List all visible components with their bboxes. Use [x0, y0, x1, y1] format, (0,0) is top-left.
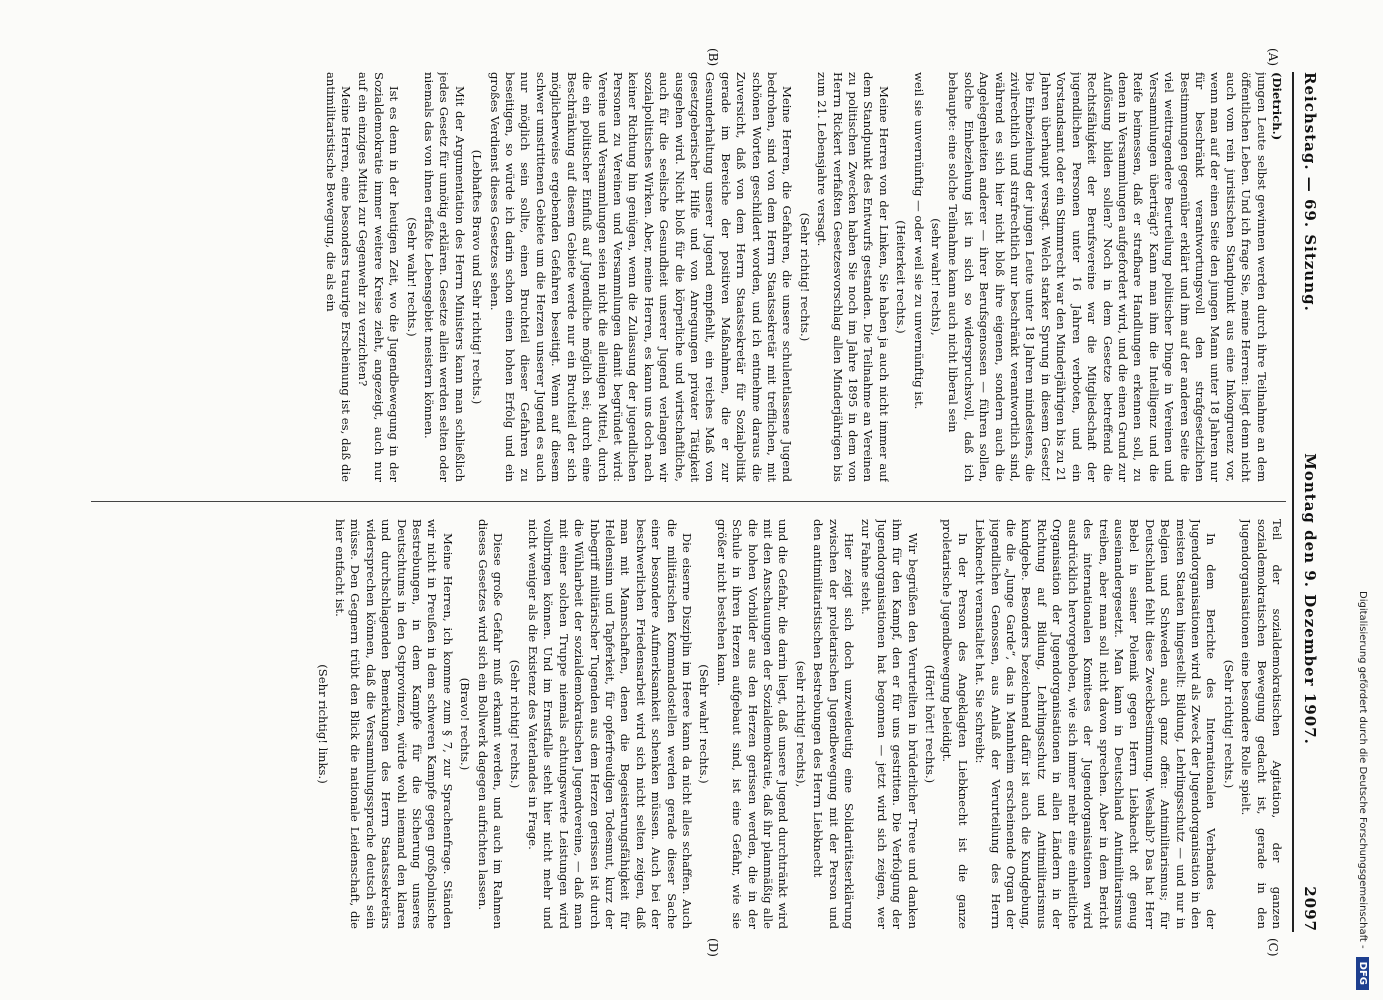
speaker-name: (Dietrich.): [1270, 72, 1284, 141]
header-rule: [1292, 72, 1294, 932]
paragraph: Meine Herren von der Linken, Sie haben ja auch nicht immer auf dem Standpunkt des Entwurfs gestanden. Die Teilnahme an Vereinen zu politischen Zwecken haben Sie noch im Jahre 1895 in dem von Herrn Rickert verfaßten Gesetzesvorschlag allen Minderjährigen bis zum 21. Lebensjahre versagt.: [815, 72, 891, 482]
left-column: [94, 72, 1284, 482]
paragraph: weil sie unvernünftig — oder weil sie zu unvernünftig ist.: [911, 72, 926, 410]
interjection: (sehr richtig! rechts),: [793, 660, 808, 788]
interjection: (Lebhaftes Bravo und Sehr richtig! rechts.): [470, 149, 485, 405]
margin-mark-c: (C): [1266, 938, 1280, 957]
running-head: [1300, 72, 1320, 932]
interjection: (Hört! hört! rechts.): [923, 664, 938, 784]
interjection: (Sehr richtig! links.): [315, 664, 330, 784]
interjection: (Bravo! rechts.): [458, 677, 473, 771]
interjection: (Sehr wahr! rechts.): [697, 664, 712, 784]
header-date: Montag den 9. Dezember 1907.: [1301, 453, 1319, 745]
margin-mark-b: (B): [706, 48, 720, 67]
dfg-logo: DFG: [1357, 957, 1370, 990]
page-number: 2097: [1301, 886, 1319, 932]
paragraph: Meine Herren, die Gefahren, die unsere schulentlassene Jugend bedrohen, sind von dem Herrn Staatssekretär mit trefflichen, mit schönen Worten geschildert worden, und ich entnehme daraus die Zuversicht, daß von dem Herrn Staatssekretär für Sozialpolitik gerade im Bereiche der positiven Maßnahmen, die er zur Gesunderhaltung unserer Jugend empfiehlt, ein reiches Maß von gesetzgeberischer Hilfe und von Anregungen privater Tätigkeit ausgehen wird. Nicht bloß für die körperliche und wirtschaftliche, auch für die seelische Gesundheit unserer Jugend verlangen wir sozialpolitisches Wirken. Aber, meine Herren, es kann uns doch nach keiner Richtung hin genügen, wenn die Zulassung der jugendlichen Personen zu Vereinen und Versammlungen damit begründet wird: Vereine und Versammlungen seien nicht die alleinigen Mittel, durch die ein politischer Einfluß auf Jugendliche möglich sei; durch eine Beschränkung auf diesem Gebiete werde nur ein Bruchteil der sich möglicherweise ergebenden Gefahren beseitigt. Wenn auf diesem schwer umstrittenen Gebiete um die Herzen unserer Jugend es auch nur möglich sein sollte, einen Bruchteil dieser Gefahren zu beseitigen, so würde ich darin schon einen hohen Erfolg und ein großes Verdienst dieses Gesetzes sehen.: [487, 72, 795, 482]
paragraph: In dem Berichte des Internationalen Verbandes der Jugendorganisationen wird als Zweck der Jugendorganisation in den meisten Staaten hingestellt: Bildung, Lehrlingsschutz — und nur in Belgien und Schweden auch ganz offen: Antimilitarismus; für Deutschland fehlt diese Zweckbestimmung. Weshalb? Das hat Herr Bebel in seiner Polemik gegen Herrn Liebknecht oft genug auseinandergesetzt. Man kann in Deutschland Antimilitarismus treiben, aber man soll nicht davon sprechen. Aber in dem Bericht des internationalen Komitees der Jugendorganisationen wird ausdrücklich hervorgehoben, wie sich immer mehr eine einheitliche Organisation der Jugendorganisationen in allen Ländern in der Richtung auf Bildung, Lehrlingsschutz und Antimilitarismus kundgebe. Besonders bezeichnend dafür ist auch die Kundgebung, die die „Junge Garde“, das in Mannheim erscheinende Organ der jugendlichen Genossen, aus Anlaß der Verurteilung des Herrn Liebknecht veranstaltet hat. Sie schreibt:: [973, 519, 1219, 929]
interjection: (Sehr richtig! rechts.): [508, 659, 523, 789]
header-session: Reichstag. — 69. Sitzung.: [1301, 72, 1319, 312]
paragraph: Meine Herren, eine besonders traurige Erscheinung ist es, daß die antimilitaristische Bewegung, die als ein: [323, 72, 354, 482]
paragraph: Teil der sozialdemokratischen Agitation, der ganzen sozialdemokratischen Bewegung gedacht ist, gerade in den Jugendorganisationen eine besondere Rolle spielt.: [1239, 519, 1284, 929]
interjection: (sehr wahr! rechts),: [929, 218, 944, 336]
paragraph: Mit der Argumentation des Herrn Ministers kann man schließlich jedes Gesetz für unnötig erklären. Gesetze allein werden selten oder niemals das von ihnen erfaßte Lebensgebiet meistern können.: [422, 72, 467, 482]
interjection: (Heiterkeit rechts.): [894, 220, 909, 334]
margin-mark-a: (A): [1266, 48, 1280, 67]
quotation: Wir begrüßen den Verurteilten in brüderlicher Treue und danken ihm für den Kampf, den er für uns gestritten. Die Verfolgung der Jugendorganisationen hat begonnen — jetzt wird sich zeigen, wer zur Fahne steht.: [859, 519, 920, 929]
paragraph: und die Gefahr, die darin liegt, daß unsere Jugend durchtränkt wird mit den Anschauungen der Sozialdemokratie, daß ihr planmäßig alle die hohen Vorbilder aus den Herzen gerissen werden, die in der Schule in ihren Herzen aufgebaut sind, ist eine Gefahr, wie sie größer nicht bestehen kann.: [714, 519, 791, 929]
interjection: (Sehr richtig! rechts.): [1221, 659, 1236, 789]
credit-text: Digitalisierung gefördert durch die Deutsche Forschungsgemeinschaft -: [1357, 591, 1369, 949]
paragraph: Meine Herren, ich komme zum § 7, zur Sprachenfrage. Ständen wir nicht in Preußen in dem schweren Kampfe gegen großpolnische Bestrebungen, in dem Kampfe für die Sicherung unseres Deutschtums in den Ostprovinzen, würde wohl niemand den klaren und durchschlagenden Bemerkungen des Herrn Staatssekretärs widersprechen können, daß die Versammlungssprache deutsch sein müsse. Den Gegnern trübt den Blick die nationale Leidenschaft, die hier entfacht ist.: [333, 519, 455, 929]
paragraph: Diese große Gefahr muß erkannt werden, und auch im Rahmen dieses Gesetzes wird sich ein Bollwerk dagegen aufrichten lassen.: [475, 519, 506, 929]
digitization-credit: [1348, 10, 1378, 990]
paragraph: Hier zeigt sich doch unzweideutig eine Solidaritätserklärung zwischen der proletarischen Jugendbewegung mit der Person und den antimilitaristischen Bestrebungen des Herrn Liebknecht: [811, 519, 857, 929]
paragraph: jungen Leute selbst gewinnen werden durch ihre Teilnahme an dem öffentlichen Leben. Und ich frage Sie, meine Herren: liegt denn nicht auch vom rein juristischen Standpunkt aus eine Inkongruenz vor, wenn man auf der einen Seite den jungen Mann unter 18 Jahren nur für beschränkt verantwortungsvoll den strafgesetzlichen Bestimmungen gegenüber erklärt und ihm auf der anderen Seite die viel weittragendere Beurteilung politischer Dinge in Vereinen und Versammlungen überträgt? Kann man ihm die Intelligenz und die Reife beimessen, daß er strafbare Handlungen erkennen soll, zu denen in Versammlungen aufgefordert wird, und die einen Grund zur Auflösung bilden sollen? Noch in dem Gesetze betreffend die Rechtsfähigkeit der Berufsvereine war die Mitgliedschaft der jugendlichen Personen unter 16 Jahren verboten, und ein Vorstandsamt oder ein Stimmrecht war den Minderjährigen bis zu 21 Jahren überhaupt versagt. Welch starker Sprung in diesem Gesetz! Die Einbeziehung der jungen Leute unter 18 Jahren mindestens, die zivilrechtlich und strafrechtlich nur beschränkt verantwortlich sind, während es sich hier nicht bloß ihre eigenen, sondern auch die Angelegenheiten anderer — ihrer Berufsgenossen — führen sollen, solche Einbeziehung ist in sich so widerspruchsvoll, daß ich behaupte: eine solche Teilnahme kann auch nicht liberal sein: [946, 72, 1269, 482]
right-column: [94, 519, 1284, 929]
interjection: (Sehr richtig! rechts.): [797, 212, 812, 342]
paragraph: Ist es denn in der heutigen Zeit, wo die Jugendbewegung in der Sozialdemokratie immer weitere Kreise zieht, angezeigt, auch nur auf ein einziges Mittel zur Gegenwehr zu verzichten?: [356, 72, 402, 482]
quotation: In der Person des Angeklagten Liebknecht ist die ganze proletarische Jugendbewegung beleidigt.: [940, 519, 970, 929]
rotated-page-content: [80, 48, 1320, 957]
interjection: (Sehr wahr! rechts.): [404, 217, 419, 337]
column-divider: [91, 501, 1286, 502]
paragraph: Die eiserne Disziplin im Heere kann da nicht alles schaffen. Auch die militärischen Kommandostellen werden gerade dieser Sache einer besondere Aufmerksamkeit schenken müssen. Auch bei der beschwerlichen Friedensarbeit wird sich nicht selten zeigen, daß man mit Mannschaften, denen die Begeisterungsfähigkeit für Heldensinn und Tapferkeit, für opferfreudigen Todesmut, kurz der Inbegriff militärischer Tugenden aus dem Herzen gerissen ist durch die Wühlarbeit der sozialdemokratischen Jugendvereine, — daß man mit einer solchen Truppe niemals achtungswerte Leistungen wird vollbringen können. Und im Ernstfalle steht hier nicht mehr und nicht weniger als die Existenz des Vaterlandes in Frage.: [525, 519, 694, 929]
margin-mark-d: (D): [706, 938, 720, 957]
